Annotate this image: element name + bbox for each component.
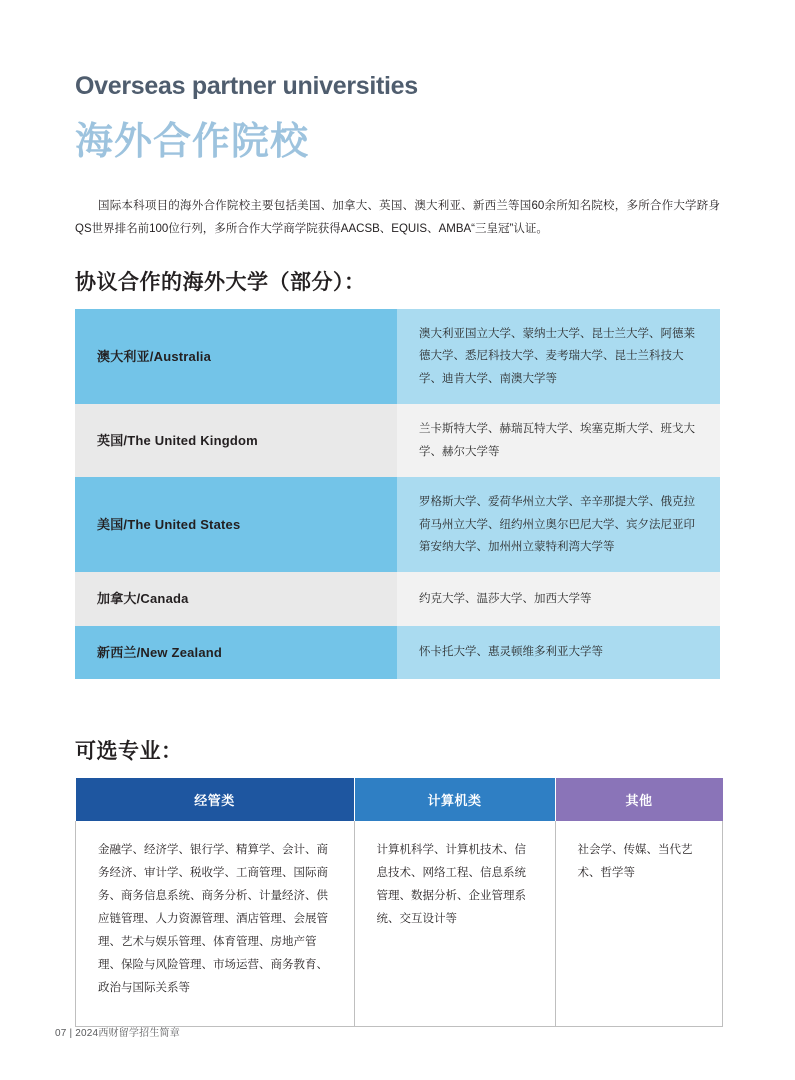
majors-cell-other: 社会学、传媒、当代艺术、哲学等: [555, 821, 723, 1027]
universities-cell: 罗格斯大学、爱荷华州立大学、辛辛那提大学、俄克拉荷马州立大学、纽约州立奥尔巴尼大学、宾夕法尼亚印第安纳大学、加州州立蒙特利湾大学等: [397, 477, 720, 572]
table-row: [76, 821, 723, 1027]
universities-table: [75, 309, 720, 679]
majors-table: [75, 778, 723, 1027]
table-row: [75, 477, 720, 572]
section-heading-majors: 可选专业：: [75, 740, 183, 763]
section-heading-universities: 协议合作的海外大学（部分）：: [75, 271, 366, 294]
majors-cell-computing: 计算机科学、计算机技术、信息技术、网络工程、信息系统管理、数据分析、企业管理系统、交互设计等: [354, 821, 555, 1027]
universities-cell: 约克大学、温莎大学、加西大学等: [397, 572, 720, 625]
table-row: [75, 309, 720, 404]
majors-header-computing: 计算机类: [354, 778, 555, 821]
country-cell: 新西兰/New Zealand: [75, 626, 397, 679]
majors-cell-business: 金融学、经济学、银行学、精算学、会计、商务经济、审计学、税收学、工商管理、国际商务、商务信息系统、商务分析、计量经济、供应链管理、人力资源管理、酒店管理、会展管理、艺术与娱乐管理、体育管理、房地产管理、保险与风险管理、市场运营、商务教育、政治与国际关系等: [76, 821, 355, 1027]
table-row: [75, 572, 720, 625]
country-cell: 加拿大/Canada: [75, 572, 397, 625]
table-header-row: [76, 778, 723, 821]
universities-cell: 兰卡斯特大学、赫瑞瓦特大学、埃塞克斯大学、班戈大学、赫尔大学等: [397, 404, 720, 477]
page-footer: 07 | 2024西财留学招生简章: [55, 1028, 180, 1039]
majors-header-business: 经管类: [76, 778, 355, 821]
universities-cell: 澳大利亚国立大学、蒙纳士大学、昆士兰大学、阿德莱德大学、悉尼科技大学、麦考瑞大学、昆士兰科技大学、迪肯大学、南澳大学等: [397, 309, 720, 404]
country-cell: 澳大利亚/Australia: [75, 309, 397, 404]
page-title-chinese: 海外合作院校: [75, 121, 310, 163]
universities-cell: 怀卡托大学、惠灵顿维多利亚大学等: [397, 626, 720, 679]
majors-header-other: 其他: [555, 778, 723, 821]
table-row: [75, 626, 720, 679]
intro-paragraph: 国际本科项目的海外合作院校主要包括美国、加拿大、英国、澳大利亚、新西兰等国60余所知名院校，多所合作大学跻身QS世界排名前100位行列，多所合作大学商学院获得AACSB、EQUIS、AMBA“三皇冠”认证。: [75, 200, 720, 235]
page-title-english: Overseas partner universities: [75, 72, 418, 100]
table-row: [75, 404, 720, 477]
country-cell: 英国/The United Kingdom: [75, 404, 397, 477]
country-cell: 美国/The United States: [75, 477, 397, 572]
